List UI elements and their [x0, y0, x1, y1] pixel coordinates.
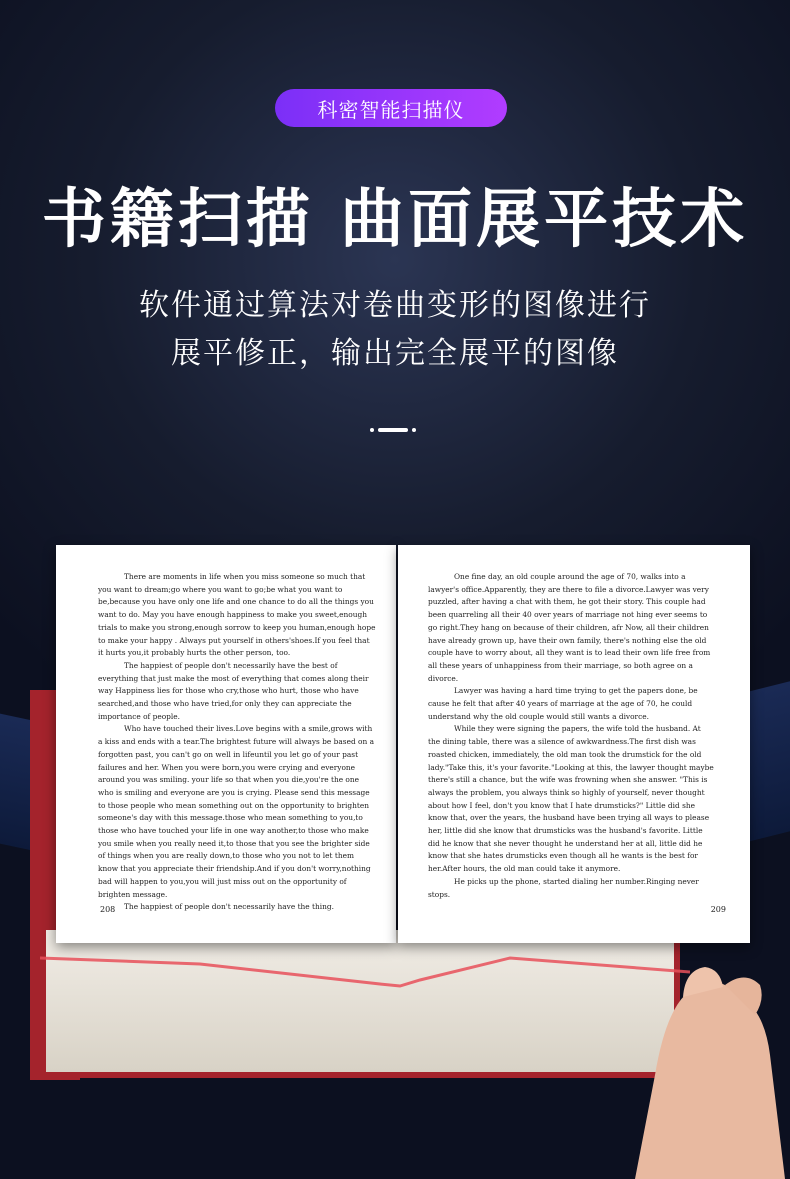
paragraph: Who have touched their lives.Love begins with a smile,grows with a kiss and ends with a tear.The brightest future will always be based on a forgotten past, you can't go on well in lifeuntil you let go of your past failures and her. When you were born,you were crying and everyone around you was smiling. your life so that when you die,you're the one who is smiling and everyone are you is crying. Please send this message to those people who mean something out on the opportunity to brighten someone's day with this message.those who mean something to you,to those who have touched your life in one way another,to those who make you smile when you really need it,to those that you see the brighter side of things when you are really down,to those who you not to let them know that you appreciate their friendship.And if you don't worry,nothing bad will happen to you,you will just miss out on the opportunity of brighten message. — [98, 724, 374, 899]
paragraph: The happiest of people don't necessarily have the thing. — [124, 902, 334, 912]
subtitle-line-1: 软件通过算法对卷曲变形的图像进行 — [139, 288, 651, 323]
laser-line — [40, 950, 690, 990]
paragraph: While they were signing the papers, the wife told the husband. At the dining table, there was a silence of awkwardness.The first dish was roasted chicken, immediately, the old man took the drumstick for the old lady."Take this, it's your favorite."Looking at this, the lawyer thought maybe there's still a chance, but the wife was frowning when she answer. "This is always the problem, you always think so highly of yourself, never thought about how I feel, don't you know that I hate drumsticks?" Little did she know that, over the years, the husband have been trying all ways to please her, little did she know that drumsticks was the husband's favorite. Little did he know that she never thought he understand her at all, little did he know that she hates drumsticks even though all he wants is the best for her.After hours, the old man could take it anymore. — [428, 724, 714, 874]
paragraph: One fine day, an old couple around the age of 70, walks into a lawyer's office.Apparently, they are there to file a divorce.Lawyer was very puzzled, after having a chat with them, he got their story. This couple had been quarreling all their 40 over years of marriage not hing ever seems to go right.They hang on because of their children, afr Now, all their children have already grown up, have their own family, there's nothing else the old couple have to worry about, all they want is to lead their own life free from all these years of unhappiness from their marriage, so both agree on a divorce. — [428, 572, 711, 683]
divider — [370, 428, 420, 432]
hand-image — [595, 955, 790, 1179]
paragraph: Lawyer was having a hard time trying to get the papers done, be cause he felt that after 40 years of marriage at the age of 70, he could understand why the old couple would still wants a divorce. — [428, 686, 698, 721]
paragraph: There are moments in life when you miss someone so much that you want to dream;go where you want to go;be what you want to be,because you have only one life and one chance to do all the things you want to do. May you have enough happiness to make you sweet,enough trials to make you strong,enough sorrow to keep you human,enough hope to make your happy . Always put yourself in others'shoes.If you feel that it hurts you,it probably hurts the other person, too. — [98, 572, 376, 658]
page-number: 208 — [100, 905, 116, 915]
subtitle-line-2: 展平修正，输出完全展平的图像 — [171, 336, 619, 371]
paragraph: The happiest of people don't necessarily have the best of everything that just make the most of everything that comes along their way Happiness lies for those who cry,those who hurt, those who have searched,and those who have tried,for only they can appreciate the importance of people. — [98, 660, 369, 721]
book-page-right — [398, 545, 750, 943]
book-page-left — [56, 545, 396, 943]
product-badge: 科密智能扫描仪 — [275, 89, 507, 127]
subtitle — [0, 282, 790, 378]
page-number: 209 — [710, 905, 726, 915]
page-title: 书籍扫描 曲面展平技术 — [41, 183, 749, 257]
paragraph: He picks up the phone, started dialing her number.Ringing never stops. — [428, 876, 699, 899]
